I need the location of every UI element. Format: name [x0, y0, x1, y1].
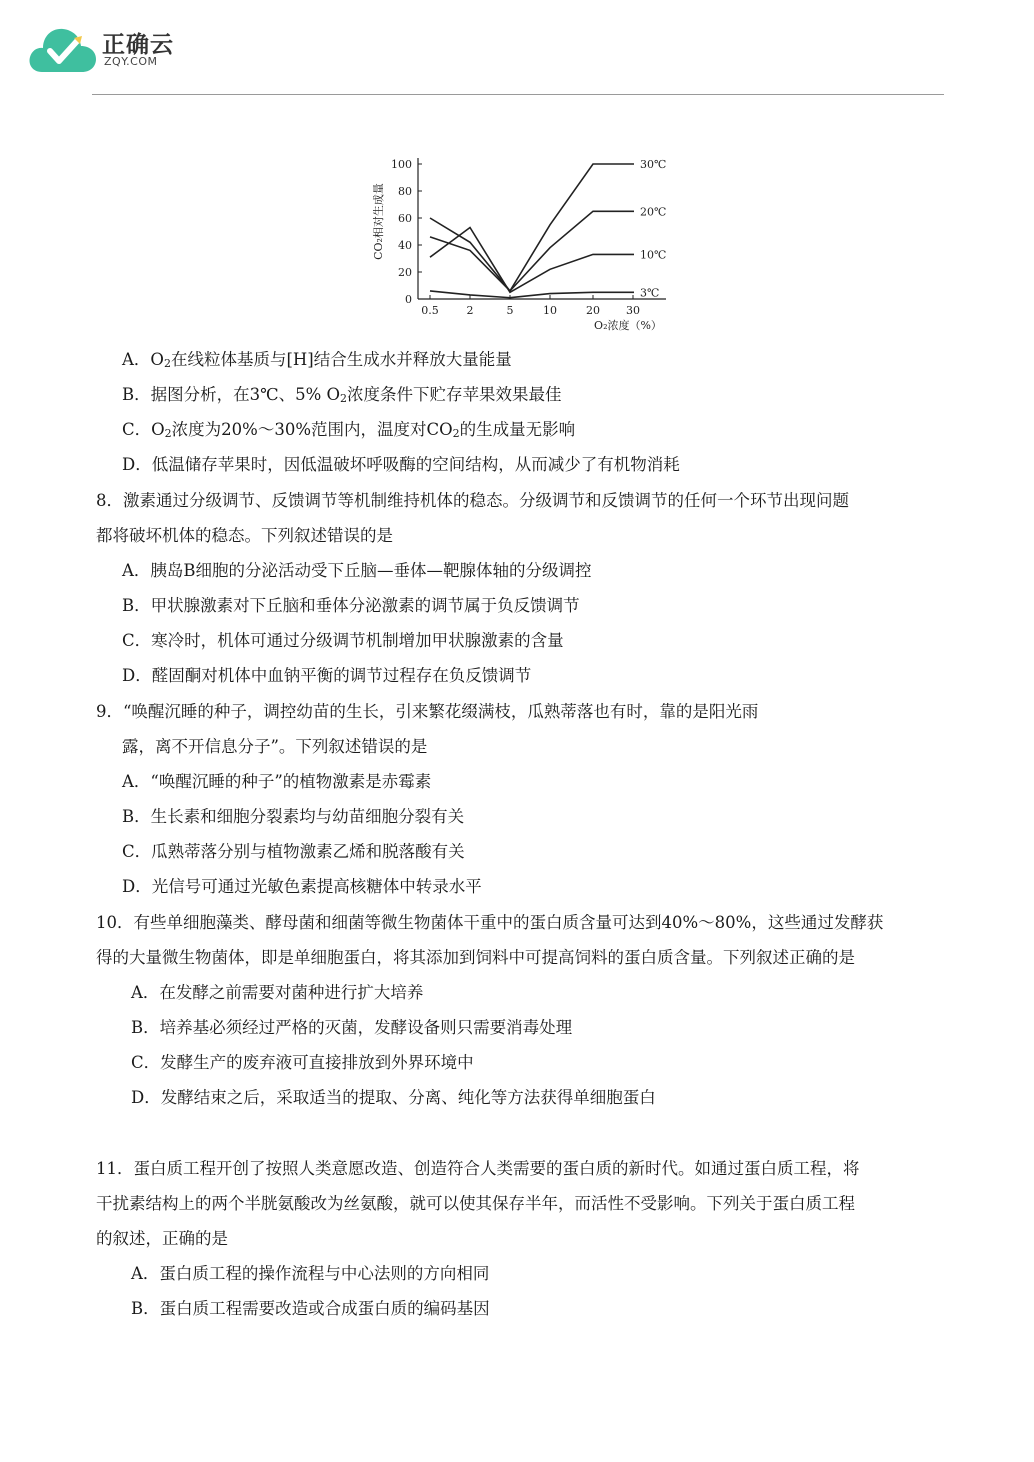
series-label-2: 10℃: [640, 248, 667, 262]
q7-option-c: C．$O_2$浓度为20%～30%范围内，温度对$CO_2$的生成量无影响: [122, 420, 576, 440]
q9-stem-line1: 9．“唤醒沉睡的种子，调控幼苗的生长，引来繁花缀满枝，瓜熟蒂落也有时，靠的是阳光雨: [96, 702, 759, 721]
q8-option-a: A．胰岛B细胞的分泌活动受下丘脑—垂体—靶腺体轴的分级调控: [122, 561, 592, 580]
q10-option-c: C．发酵生产的废弃液可直接排放到外界环境中: [131, 1053, 474, 1072]
q9-stem-line2: 露，离不开信息分子”。下列叙述错误的是: [122, 737, 428, 756]
q11-option-a: A．蛋白质工程的操作流程与中心法则的方向相同: [131, 1264, 490, 1283]
q7-option-b: B．据图分析，在3℃、5% $O_2$浓度条件下贮存苹果效果最佳: [122, 385, 562, 405]
y-tick-label: 80: [398, 185, 412, 198]
co2-o2-line-chart: [360, 134, 690, 334]
series-line-3: [430, 291, 634, 298]
q7-option-a: A．$O_2$在线粒体基质与[H]结合生成水并释放大量能量: [122, 350, 512, 370]
y-axis-label: CO₂相对生成量: [372, 183, 385, 260]
q8-stem-line2: 都将破坏机体的稳态。下列叙述错误的是: [96, 526, 393, 545]
x-tick-label: 0.5: [421, 304, 439, 317]
q10-option-b: B．培养基必须经过严格的灭菌，发酵设备则只需要消毒处理: [131, 1018, 573, 1037]
x-axis-label: O₂浓度（%）: [594, 319, 662, 332]
y-tick-label: 40: [398, 239, 412, 252]
q10-stem-line1: 10．有些单细胞藻类、酵母菌和细菌等微生物菌体干重中的蛋白质含量可达到40%～80%，这些通过发酵获: [96, 913, 884, 932]
x-tick-label: 2: [466, 304, 474, 317]
q11-stem-line2: 干扰素结构上的两个半胱氨酸改为丝氨酸，就可以使其保存半年，而活性不受影响。下列关于蛋白质工程: [96, 1194, 855, 1213]
q9-option-a: A．“唤醒沉睡的种子”的植物激素是赤霉素: [122, 772, 432, 791]
y-tick-label: 60: [398, 212, 412, 225]
q10-option-d: D．发酵结束之后，采取适当的提取、分离、纯化等方法获得单细胞蛋白: [131, 1088, 656, 1107]
series-line-0: [430, 164, 634, 291]
logo-name: 正确云: [102, 32, 174, 58]
q10-option-a: A．在发酵之前需要对菌种进行扩大培养: [131, 983, 424, 1002]
q9-option-c: C．瓜熟蒂落分别与植物激素乙烯和脱落酸有关: [122, 842, 465, 861]
q11-stem-line3: 的叙述，正确的是: [96, 1229, 228, 1248]
q8-option-d: D．醛固酮对机体中血钠平衡的调节过程存在负反馈调节: [122, 666, 532, 685]
x-tick-label: 30: [626, 304, 640, 317]
q9-option-d: D．光信号可通过光敏色素提高核糖体中转录水平: [122, 877, 482, 896]
x-tick-label: 5: [506, 304, 514, 317]
q7-option-d: D．低温储存苹果时，因低温破坏呼吸酶的空间结构，从而减少了有机物消耗: [122, 455, 680, 474]
cloud-check-logo-icon: [28, 20, 98, 76]
q11-stem-line1: 11．蛋白质工程开创了按照人类意愿改造、创造符合人类需要的蛋白质的新时代。如通过蛋白质工程，将: [96, 1159, 860, 1178]
series-label-1: 20℃: [640, 205, 667, 219]
y-tick-label: 0: [405, 293, 412, 306]
q9-option-b: B．生长素和细胞分裂素均与幼苗细胞分裂有关: [122, 807, 465, 826]
q11-option-b: B．蛋白质工程需要改造或合成蛋白质的编码基因: [131, 1299, 490, 1318]
q8-option-c: C．寒冷时，机体可通过分级调节机制增加甲状腺激素的含量: [122, 631, 564, 650]
site-header: [28, 20, 228, 80]
y-tick-label: 100: [391, 158, 412, 171]
x-tick-label: 20: [586, 304, 600, 317]
logo-domain: ZQY.COM: [104, 55, 158, 68]
x-tick-label: 10: [543, 304, 557, 317]
q8-stem-line1: 8．激素通过分级调节、反馈调节等机制维持机体的稳态。分级调节和反馈调节的任何一个环节出现问题: [96, 491, 849, 510]
y-tick-label: 20: [398, 266, 412, 279]
header-divider: [92, 94, 944, 95]
q8-option-b: B．甲状腺激素对下丘脑和垂体分泌激素的调节属于负反馈调节: [122, 596, 580, 615]
q10-stem-line2: 得的大量微生物菌体，即是单细胞蛋白，将其添加到饲料中可提高饲料的蛋白质含量。下列叙述正确的是: [96, 948, 855, 967]
series-label-0: 30℃: [640, 158, 667, 171]
series-label-3: 3℃: [640, 286, 660, 300]
